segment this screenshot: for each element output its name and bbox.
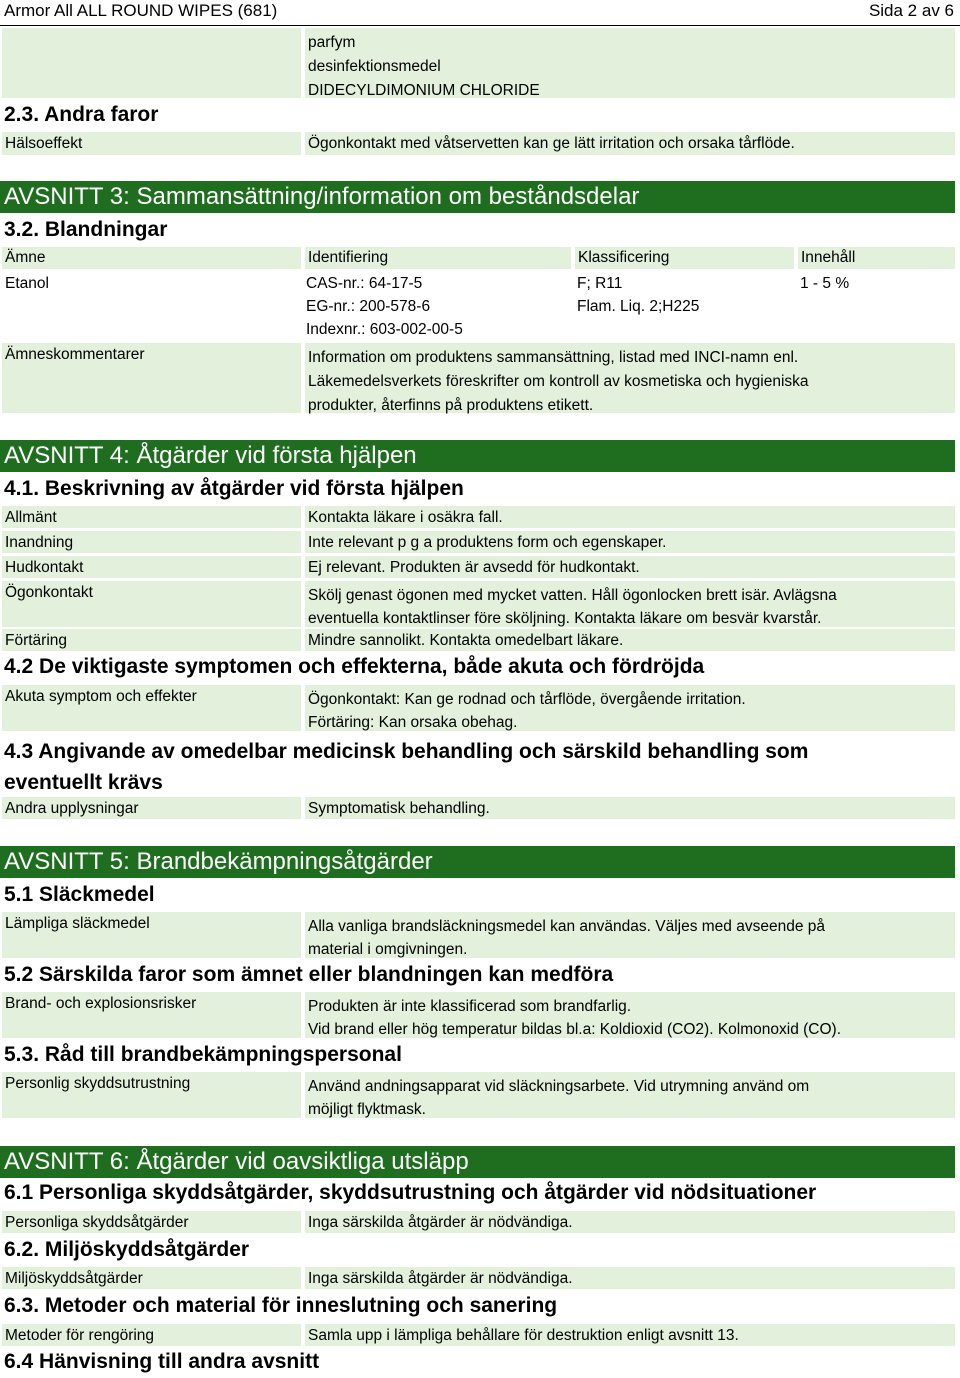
subsection-3-2-title: 3.2. Blandningar xyxy=(4,218,168,241)
cleaning-label: Metoder för rengöring xyxy=(2,1324,301,1346)
fire-risks-value xyxy=(305,992,955,1038)
substance-index: Indexnr.: 603-002-00-5 xyxy=(306,321,463,338)
column-header-identification: Identifiering xyxy=(305,247,571,269)
ingredient-list xyxy=(305,28,955,98)
first-aid-inhalation-value: Inte relevant p g a produktens form och egenskaper. xyxy=(305,531,955,553)
header-rule xyxy=(0,25,960,26)
section-5-banner: AVSNITT 5: Brandbekämpningsåtgärder xyxy=(0,846,955,878)
other-info-value: Symptomatisk behandling. xyxy=(305,797,955,819)
first-aid-eye-label: Ögonkontakt xyxy=(2,581,301,627)
other-info-label: Andra upplysningar xyxy=(2,797,301,819)
ppe-line: Använd andningsapparat vid släckningsarbete. Vid utrymning använd om xyxy=(308,1078,810,1095)
personal-precautions-label: Personliga skyddsåtgärder xyxy=(2,1211,301,1233)
substance-class-h: Flam. Liq. 2;H225 xyxy=(577,298,700,315)
column-header-classification: Klassificering xyxy=(575,247,794,269)
substance-comment-value xyxy=(305,343,955,413)
first-aid-skin-value: Ej relevant. Produkten är avsedd för hudkontakt. xyxy=(305,556,955,578)
column-header-content: Innehåll xyxy=(798,247,955,269)
continuation-label-cell xyxy=(2,28,301,98)
subsection-5-3-title: 5.3. Råd till brandbekämpningspersonal xyxy=(4,1043,402,1066)
subsection-6-4-title: 6.4 Hänvisning till andra avsnitt xyxy=(4,1350,320,1373)
acute-line: Förtäring: Kan orsaka obehag. xyxy=(308,714,518,731)
comment-line: Information om produktens sammansättning, listad med INCI-namn enl. xyxy=(308,349,799,366)
environmental-value: Inga särskilda åtgärder är nödvändiga. xyxy=(305,1267,955,1289)
comment-line: Läkemedelsverkets föreskrifter om kontroll av kosmetiska och hygieniska xyxy=(308,373,809,390)
environmental-label: Miljöskyddsåtgärder xyxy=(2,1267,301,1289)
substance-name: Etanol xyxy=(5,275,49,292)
section-3-banner: AVSNITT 3: Sammansättning/information om beståndsdelar xyxy=(0,181,955,213)
subsection-4-3-title xyxy=(4,736,808,798)
subsection-5-1-title: 5.1 Släckmedel xyxy=(4,883,155,906)
acute-line: Ögonkontakt: Kan ge rodnad och tårflöde, övergående irritation. xyxy=(308,691,746,708)
first-aid-skin-label: Hudkontakt xyxy=(2,556,301,578)
fire-risk-line: Produkten är inte klassificerad som brandfarlig. xyxy=(308,998,632,1015)
first-aid-inhalation-label: Inandning xyxy=(2,531,301,553)
section-6-banner: AVSNITT 6: Åtgärder vid oavsiktliga utsläpp xyxy=(0,1146,955,1178)
extinguishing-line: material i omgivningen. xyxy=(308,941,468,958)
extinguishing-value xyxy=(305,912,955,958)
first-aid-eye-value xyxy=(305,581,955,627)
ingredient-item: desinfektionsmedel xyxy=(308,58,441,75)
subsection-4-1-title: 4.1. Beskrivning av åtgärder vid första hjälpen xyxy=(4,477,464,500)
ingredient-item: parfym xyxy=(308,34,356,51)
health-effect-label: Hälsoeffekt xyxy=(2,132,301,155)
ppe-value xyxy=(305,1072,955,1118)
first-aid-general-label: Allmänt xyxy=(2,506,301,528)
substance-comment-label: Ämneskommentarer xyxy=(2,343,301,413)
extinguishing-label: Lämpliga släckmedel xyxy=(2,912,301,958)
eye-line: eventuella kontaktlinser före sköljning. Kontakta läkare om besvär kvarstår. xyxy=(308,610,822,627)
ppe-label: Personlig skyddsutrustning xyxy=(2,1072,301,1118)
first-aid-general-value: Kontakta läkare i osäkra fall. xyxy=(305,506,955,528)
section-4-banner: AVSNITT 4: Åtgärder vid första hjälpen xyxy=(0,440,955,472)
health-effect-value: Ögonkontakt med våtservetten kan ge lätt irritation och orsaka tårflöde. xyxy=(305,132,955,155)
comment-line: produkter, återfinns på produktens etikett. xyxy=(308,397,594,414)
first-aid-ingestion-label: Förtäring xyxy=(2,629,301,651)
subsection-4-3-line: eventuellt krävs xyxy=(4,771,163,794)
eye-line: Skölj genast ögonen med mycket vatten. Håll ögonlocken brett isär. Avlägsna xyxy=(308,587,837,604)
acute-symptoms-label: Akuta symptom och effekter xyxy=(2,685,301,731)
ppe-line: möjligt flyktmask. xyxy=(308,1101,426,1118)
composition-column-headers xyxy=(2,247,955,269)
ingredient-item: DIDECYLDIMONIUM CHLORIDE xyxy=(308,82,540,99)
cleaning-value: Samla upp i lämpliga behållare för destruktion enligt avsnitt 13. xyxy=(305,1324,955,1346)
personal-precautions-value: Inga särskilda åtgärder är nödvändiga. xyxy=(305,1211,955,1233)
acute-symptoms-value xyxy=(305,685,955,731)
substance-class-r: F; R11 xyxy=(577,275,623,292)
subsection-2-3-title: 2.3. Andra faror xyxy=(4,103,159,126)
extinguishing-line: Alla vanliga brandsläckningsmedel kan användas. Väljes med avseende på xyxy=(308,918,825,935)
subsection-6-1-title: 6.1 Personliga skyddsåtgärder, skyddsutrustning och åtgärder vid nödsituationer xyxy=(4,1181,817,1204)
substance-cas: CAS-nr.: 64-17-5 xyxy=(306,275,423,292)
substance-ec: EG-nr.: 200-578-6 xyxy=(306,298,431,315)
page-number: Sida 2 av 6 xyxy=(868,1,954,20)
fire-risks-label: Brand- och explosionsrisker xyxy=(2,992,301,1038)
subsection-5-2-title: 5.2 Särskilda faror som ämnet eller blandningen kan medföra xyxy=(4,963,614,986)
product-title: Armor All ALL ROUND WIPES (681) xyxy=(4,1,278,20)
substance-content: 1 - 5 % xyxy=(800,275,850,292)
fire-risk-line: Vid brand eller hög temperatur bildas bl.a: Koldioxid (CO2). Kolmonoxid (CO). xyxy=(308,1021,841,1038)
subsection-4-2-title: 4.2 De viktigaste symptomen och effekterna, både akuta och fördröjda xyxy=(4,655,705,678)
subsection-6-2-title: 6.2. Miljöskyddsåtgärder xyxy=(4,1238,250,1261)
subsection-4-3-line: 4.3 Angivande av omedelbar medicinsk behandling och särskild behandling som xyxy=(4,740,809,763)
subsection-6-3-title: 6.3. Metoder och material för inneslutning och sanering xyxy=(4,1294,558,1317)
first-aid-ingestion-value: Mindre sannolikt. Kontakta omedelbart läkare. xyxy=(305,629,955,651)
column-header-substance: Ämne xyxy=(2,247,301,269)
